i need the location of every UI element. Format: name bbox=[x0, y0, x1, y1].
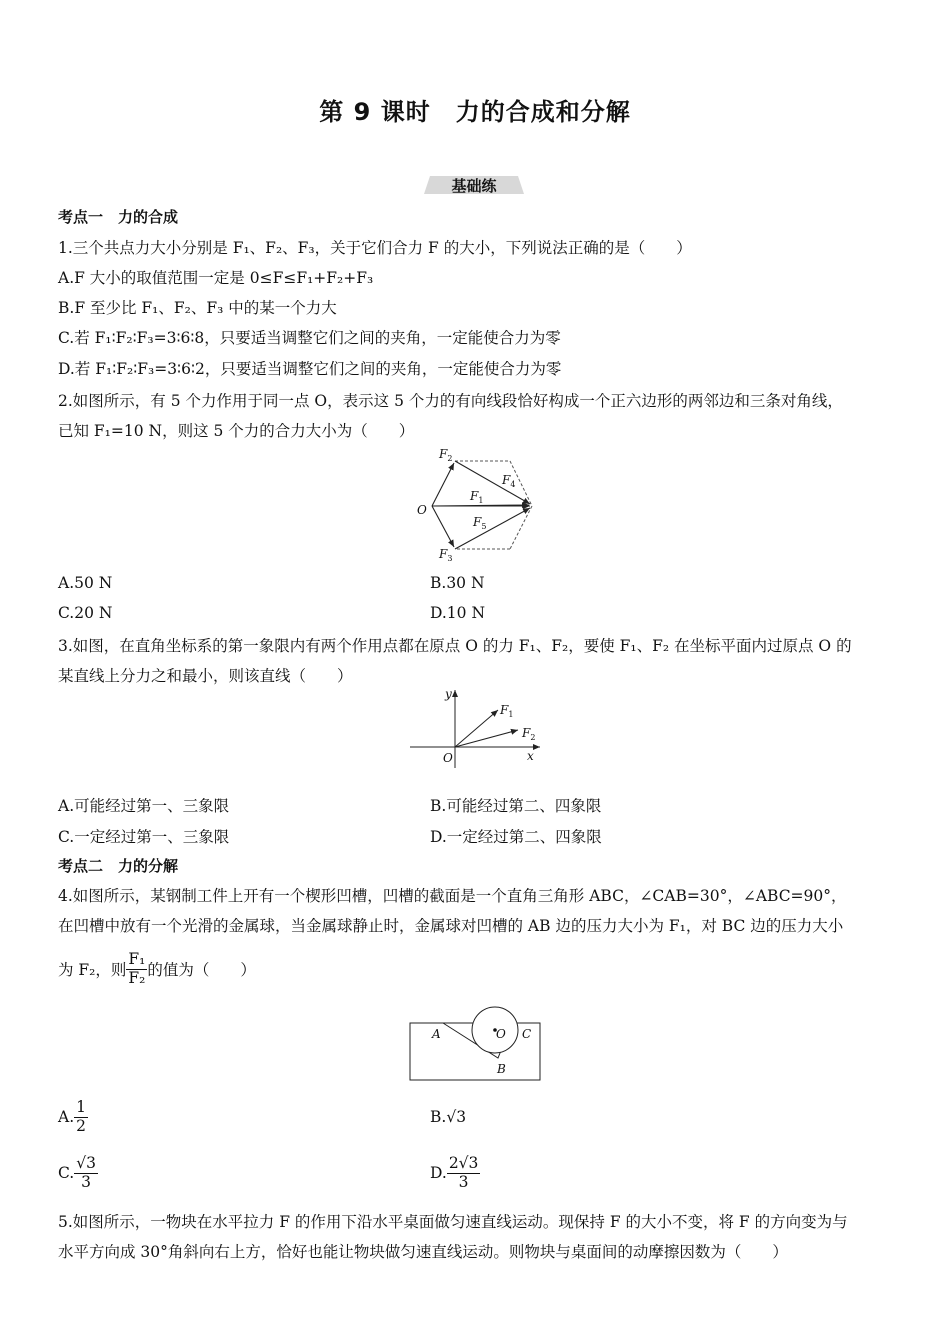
q4-option-d: D. $\frac{2√3}{3}$ bbox=[430, 1154, 479, 1191]
q2-option-a: A.50 N bbox=[58, 574, 113, 592]
force-f2-arrow bbox=[432, 463, 454, 506]
q3-option-c: C.一定经过第一、三象限 bbox=[58, 828, 230, 846]
q4-ratio-numerator: F₁ bbox=[128, 950, 146, 969]
label-y: y bbox=[445, 687, 452, 701]
page-title: 第 9 课时 力的合成和分解 bbox=[319, 98, 631, 126]
label-f2: $F_2$ bbox=[439, 447, 453, 463]
q4-option-c: C. $\frac{√3}{3}$ bbox=[58, 1154, 96, 1191]
q4-line3-suffix: 的值为（ ） bbox=[147, 961, 256, 979]
q4-option-c-fraction: $\frac{√3}{3}$ bbox=[76, 1154, 96, 1191]
label-o: O bbox=[496, 1027, 506, 1041]
label-f1: $F_1$ bbox=[500, 703, 514, 719]
q3-stem-line1: 3.如图，在直角坐标系的第一象限内有两个作用点都在原点 O 的力 F₁、F₂，要使 F₁、F₂ 在坐标平面内过原点 O 的 bbox=[58, 637, 852, 655]
label-f3: $F_3$ bbox=[439, 547, 453, 563]
q2-stem-line2: 已知 F₁=10 N，则这 5 个力的合力大小为（ ） bbox=[58, 422, 415, 440]
label-b: B bbox=[497, 1062, 506, 1076]
q1-option-c: C.若 F₁∶F₂∶F₃=3∶6∶8，只要适当调整它们之间的夹角，一定能使合力为零 bbox=[58, 329, 561, 347]
q2-option-b: B.30 N bbox=[430, 574, 485, 592]
groove-ball-figure bbox=[408, 1002, 543, 1084]
q5-stem-line1: 5.如图所示，一物块在水平拉力 F 的作用下沿水平桌面做匀速直线运动。现保持 F 的大小不变，将 F 的方向变为与 bbox=[58, 1213, 848, 1231]
q3-option-b: B.可能经过第二、四象限 bbox=[430, 797, 602, 815]
q1-option-a: A.F 大小的取值范围一定是 0≤F≤F₁+F₂+F₃ bbox=[58, 269, 374, 287]
q4-option-b: B. √3 bbox=[430, 1108, 467, 1126]
q4-ratio-denominator: F₂ bbox=[128, 968, 146, 987]
q4-stem-line2: 在凹槽中放有一个光滑的金属球，当金属球静止时，金属球对凹槽的 AB 边的压力大小为 F₁，对 BC 边的压力大小 bbox=[58, 917, 844, 935]
q2-option-c: C.20 N bbox=[58, 604, 113, 622]
q3-option-a: A.可能经过第一、三象限 bbox=[58, 797, 230, 815]
hexagon-force-figure bbox=[410, 444, 550, 568]
label-f2: $F_2$ bbox=[522, 726, 536, 742]
label-a: A bbox=[432, 1027, 441, 1041]
banner-label: 基础练 bbox=[451, 177, 497, 195]
label-c: C bbox=[522, 1027, 532, 1041]
q1-option-d: D.若 F₁∶F₂∶F₃=3∶6∶2，只要适当调整它们之间的夹角，一定能使合力为零 bbox=[58, 360, 562, 378]
label-f5: $F_5$ bbox=[473, 515, 487, 531]
q2-stem-line1: 2.如图所示，有 5 个力作用于同一点 O，表示这 5 个力的有向线段恰好构成一个正六边形的两邻边和三条对角线， bbox=[58, 392, 843, 410]
q3-option-d: D.一定经过第二、四象限 bbox=[430, 828, 602, 846]
force-f5-line bbox=[455, 508, 530, 549]
q4-option-d-fraction: $\frac{2√3}{3}$ bbox=[448, 1154, 479, 1191]
label-o: O bbox=[417, 503, 427, 517]
section-banner bbox=[424, 176, 524, 194]
q4-option-a: A. $\frac{1}{2}$ bbox=[58, 1098, 86, 1135]
q4-line3-prefix: 为 F₂，则 bbox=[58, 961, 127, 979]
q4-ratio-fraction bbox=[126, 951, 147, 986]
label-f4: $F_4$ bbox=[502, 473, 516, 489]
q4-stem-line1: 4.如图所示，某钢制工件上开有一个楔形凹槽，凹槽的截面是一个直角三角形 ABC，∠CAB=30°，∠ABC=90°， bbox=[58, 887, 847, 905]
q4-option-a-fraction: $\frac{1}{2}$ bbox=[76, 1098, 86, 1135]
label-o: O bbox=[443, 751, 453, 765]
label-x: x bbox=[527, 749, 534, 763]
section-heading-1: 考点一 力的合成 bbox=[58, 208, 179, 226]
q2-option-d: D.10 N bbox=[430, 604, 486, 622]
q5-stem-line2: 水平方向成 30°角斜向右上方，恰好也能让物块做匀速直线运动。则物块与桌面间的动摩擦因数为（ ） bbox=[58, 1243, 788, 1261]
label-f1: $F_1$ bbox=[470, 489, 484, 505]
q3-stem-line2: 某直线上分力之和最小，则该直线（ ） bbox=[58, 667, 353, 685]
force-f4-line bbox=[455, 461, 530, 504]
q4-stem-line3 bbox=[58, 944, 256, 994]
q1-option-b: B.F 至少比 F₁、F₂、F₃ 中的某一个力大 bbox=[58, 299, 337, 317]
q1-stem: 1.三个共点力大小分别是 F₁、F₂、F₃，关于它们合力 F 的大小，下列说法正确的是（ ） bbox=[58, 239, 692, 257]
section-heading-2: 考点二 力的分解 bbox=[58, 857, 179, 875]
coordinate-force-figure bbox=[405, 686, 550, 772]
force-f3-arrow bbox=[432, 506, 454, 547]
